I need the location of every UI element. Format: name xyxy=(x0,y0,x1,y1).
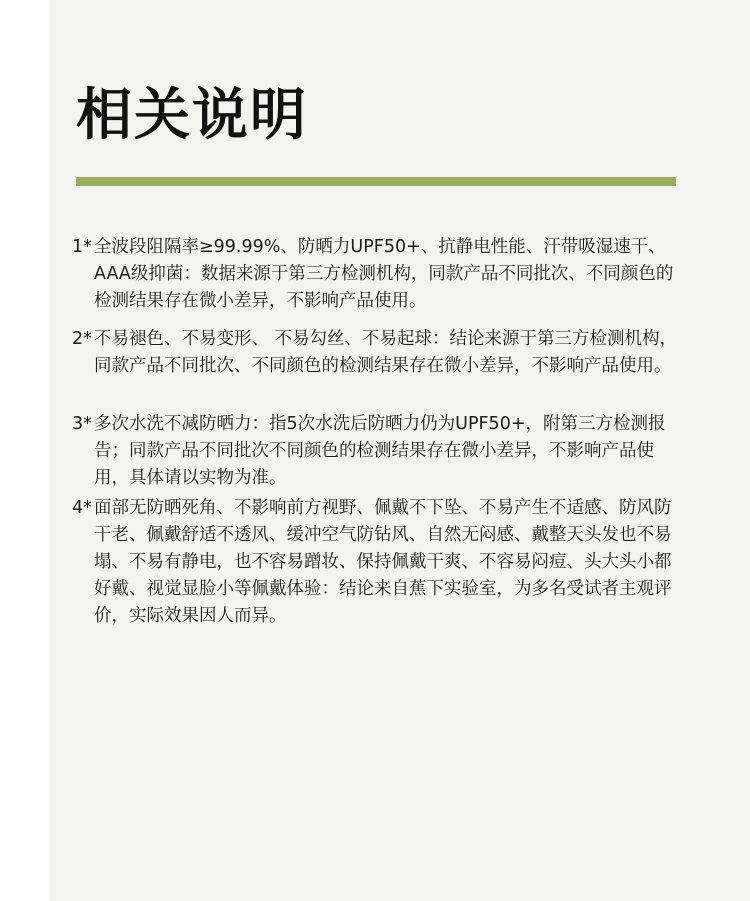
note-2 xyxy=(72,326,678,380)
note-number: 4* xyxy=(72,498,92,518)
note-number: 3* xyxy=(72,414,92,434)
note-text: 全波段阻隔率≥99.99%、防晒力UPF50+、抗静电性能、汗带吸湿速干、AAA级抑菌：数据来源于第三方检测机构，同款产品不同批次、不同颜色的检测结果存在微小差异，不影响产品使用。 xyxy=(94,237,674,311)
title-divider xyxy=(76,177,676,186)
note-text: 多次水洗不减防晒力：指5次水洗后防晒力仍为UPF50+，附第三方检测报告；同款产品不同批次不同颜色的检测结果存在微小差异，不影响产品使用，具体请以实物为准。 xyxy=(94,414,666,488)
note-text: 面部无防晒死角、不影响前方视野、佩戴不下坠、不易产生不适感、防风防干老、佩戴舒适不透风、缓冲空气防钻风、自然无闷感、戴整天头发也不易塌、不易有静电，也不容易蹭妆、保持佩戴干爽、不容易闷痘、头大头小都好戴、视觉显脸小等佩戴体验：结论来自蕉下实验室，为多名受试者主观评价，实际效果因人而异。 xyxy=(94,498,672,626)
note-4 xyxy=(72,495,678,630)
note-number: 1* xyxy=(72,237,92,257)
note-text: 不易褪色、不易变形、 不易勾丝、不易起球：结论来源于第三方检测机构，同款产品不同批次、不同颜色的检测结果存在微小差异，不影响产品使用。 xyxy=(94,329,678,376)
note-number: 2* xyxy=(72,329,92,349)
note-3 xyxy=(72,411,678,492)
page-title: 相关说明 xyxy=(76,83,308,148)
notes-panel xyxy=(50,0,750,901)
note-1 xyxy=(72,234,678,315)
